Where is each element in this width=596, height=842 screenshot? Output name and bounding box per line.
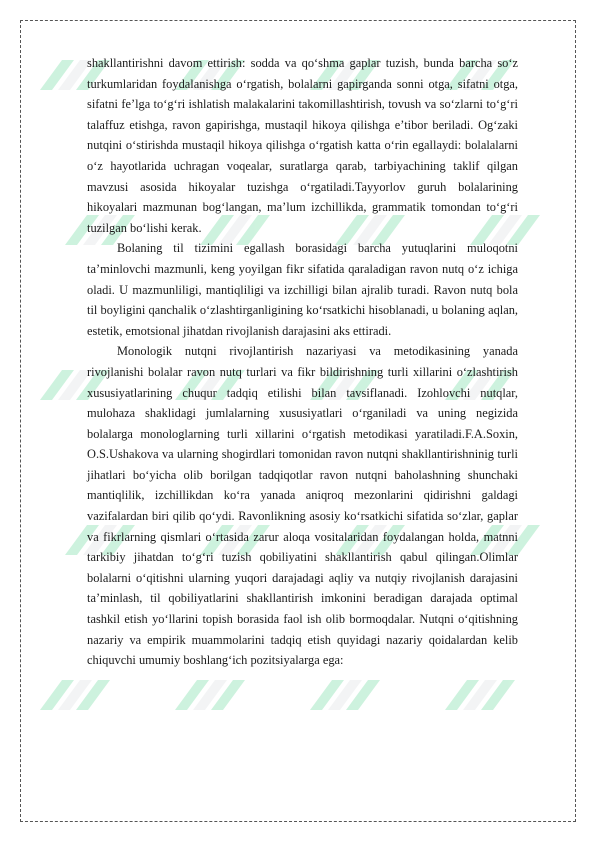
- paragraph-3: Monologik nutqni rivojlantirish nazariyasi va metodikasining yanada rivojlanishi bolalar ravon nutq turlari va fikr bildirishning turli xillarini o‘zlashtirish xususiyatlarining chuqur tadqiq etilishi bilan tavsiflanadi. Izohlovchi nutqlar, mulohaza shaklidagi jumlalarning xususiyatlari o‘rganiladi va uning negizida bolalarga monologlarning turli xillarini o‘rgatish metodikasi yaratiladi.F.A.Soxin, O.S.Ushakova va ularning shogirdlari tomonidan ravon nutqni shakllantirishninig turli jihatlari bo‘yicha olib borilgan tadqiqotlar ravon nutqni baholashning shunchaki mantiqlilik, izchillikdan ko‘ra yanada aniqroq mezonlarini qidirishni galdagi vazifalardan biri qilib qo‘ydi. Ravonlikning asosiy ko‘rsatkichi sifatida so‘zlar, gaplar va fikrlarning qismlari o‘rtasida zarur aloqa vositalaridan foydalangan holda, matnni tarkibiy jihatdan to‘g‘ri tuzish qobiliyatini shakllantirish qabul qilingan.Olimlar bolalarni o‘qitishni ularning yuqori darajadagi aqliy va nutqiy rivojlanish darajasini ta’minlash, til qobiliyatlarini shakllantirish imkonini beradigan darajada optimal tashkil etish yo‘llarini topish borasida faol ish olib bormoqdalar. Nutqni o‘qitishning nazariy va empirik muammolarini tadqiq etish quyidagi nazariy qoidalardan kelib chiquvchi umumiy boshlang‘ich pozitsiyalarga ega:: [87, 344, 518, 668]
- paragraph-1: shakllantirishni davom ettirish: sodda va qo‘shma gaplar tuzish, bunda barcha so‘z turkumlaridan foydalanishga o‘rgatish, bolalarni gapirganda sonni otga, sifatni otga, sifatni fe’lga to‘g‘ri ishlatish malakalarini takomillashtirish, tovush va so‘zlarni to‘g‘ri talaffuz etishga, ravon gapirishga, mustaqil hikoya qilishga e’tibor beriladi. Og‘zaki nutqini o‘stirishda mustaqil hikoya qilishga o‘rgatish katta o‘rin egallaydi: bolalalarni o‘z hayotlarida uchragan voqealar, suratlarga qarab, tarbiyachining taklif qilgan mavzusi asosida hikoyalar tuzishga o‘rgatiladi.Tayyorlov guruh bolalarining hikoyalari mazmunan bog‘langan, ma’lum izchillikda, grammatik tomondan to‘g‘ri tuzilgan bo‘lishi kerak.: [87, 56, 518, 235]
- paragraph-2: Bolaning til tizimini egallash borasidagi barcha yutuqlarini muloqotni ta’minlovchi mazmunli, keng yoyilgan fikr sifatida qaraladigan ravon nutq o‘z ichiga oladi. U mazmunliligi, mantiqliligi va izchilligi bilan ajralib turadi. Ravon nutq bola til boyligini qanchalik o‘zlashtirganligining ko‘rsatkichi hisoblanadi, u bolaning aqlan, estetik, emotsional jihatdan rivojlanish darajasini aks ettiradi.: [87, 241, 518, 338]
- document-body: [87, 53, 518, 671]
